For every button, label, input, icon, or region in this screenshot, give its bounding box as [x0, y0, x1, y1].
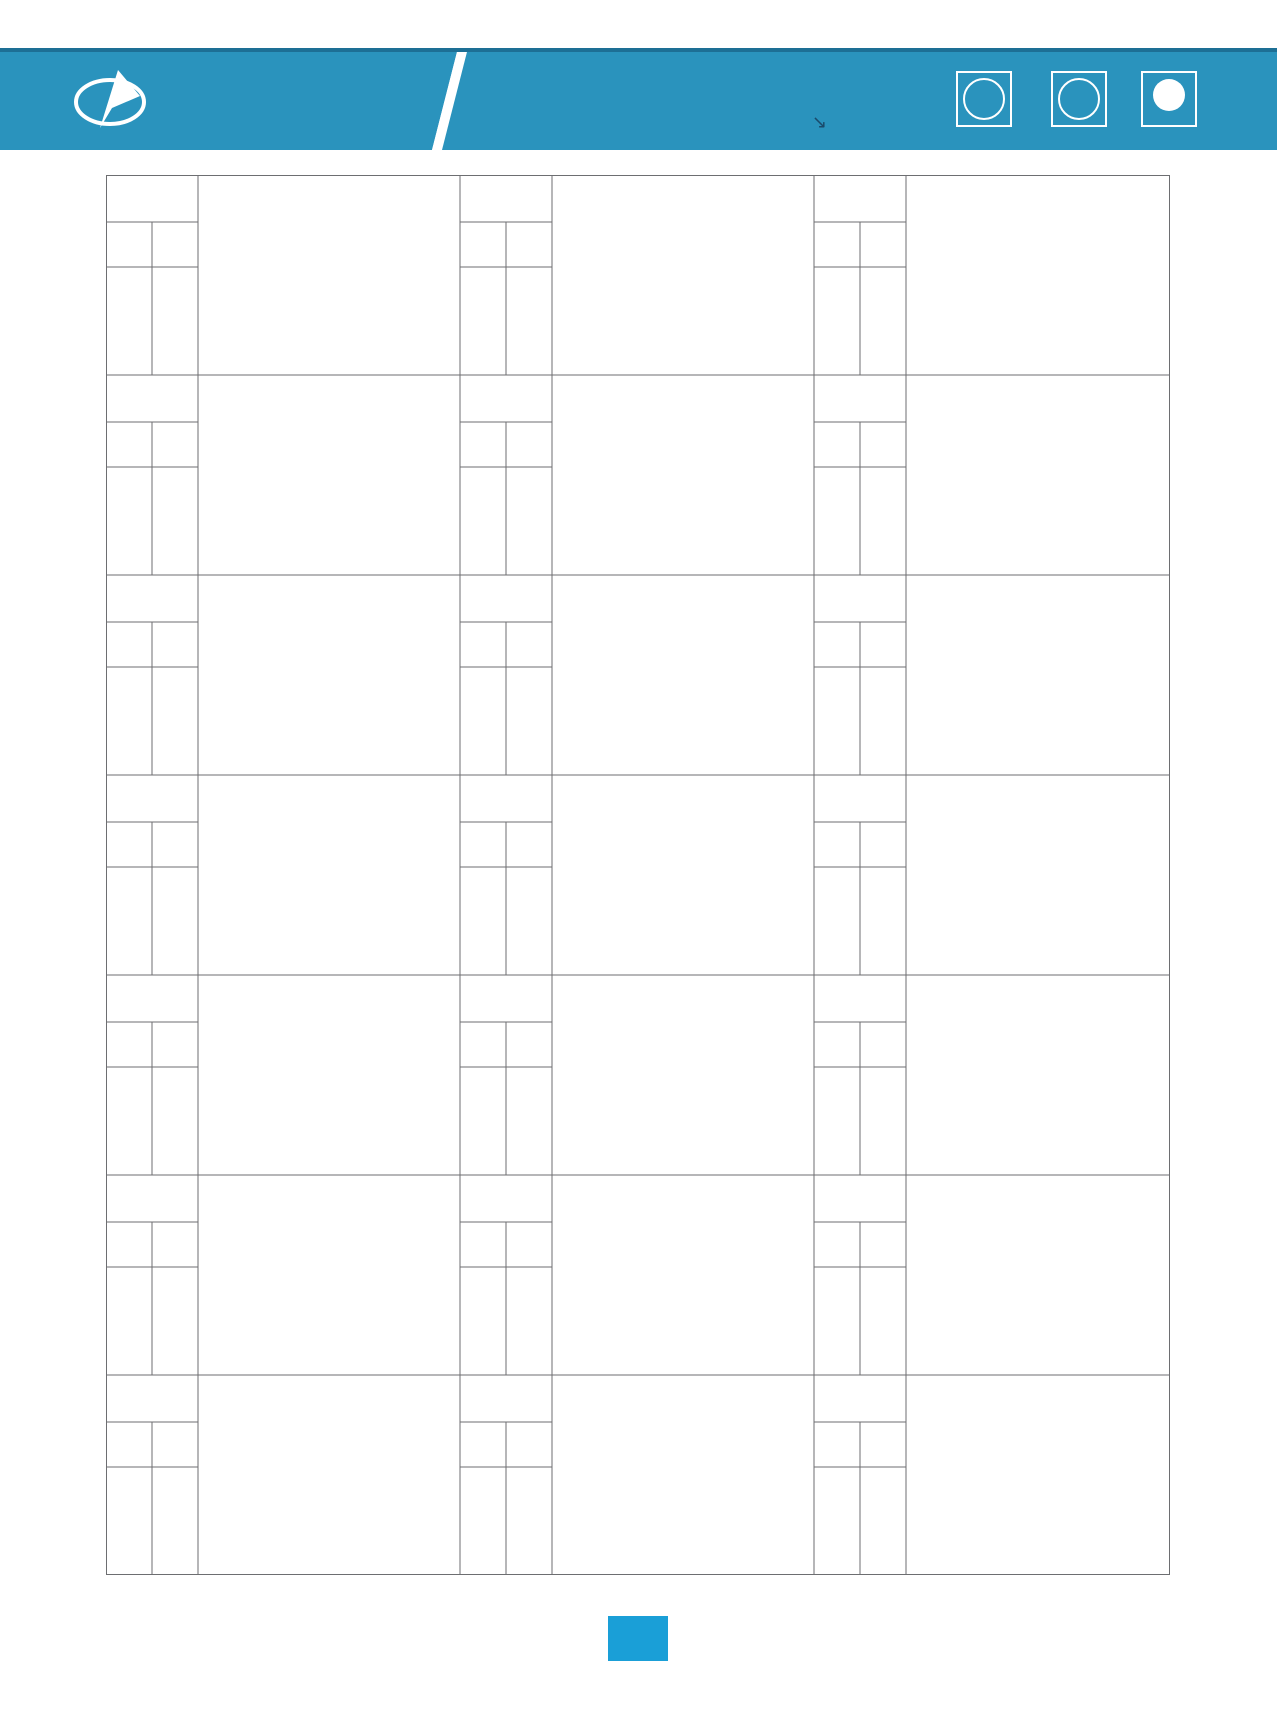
page-number: [608, 1616, 668, 1661]
cqm-r-cert-icon: [955, 70, 1013, 128]
product-table: [106, 175, 1170, 1575]
table-grid-lines: [106, 175, 1170, 1575]
weight-header: [152, 229, 198, 244]
arrow-down-icon: ↘: [812, 112, 828, 133]
thickness-header: [106, 229, 152, 244]
cqm-q-cert-icon: [1050, 70, 1108, 128]
production-license-icon: [1140, 70, 1198, 128]
